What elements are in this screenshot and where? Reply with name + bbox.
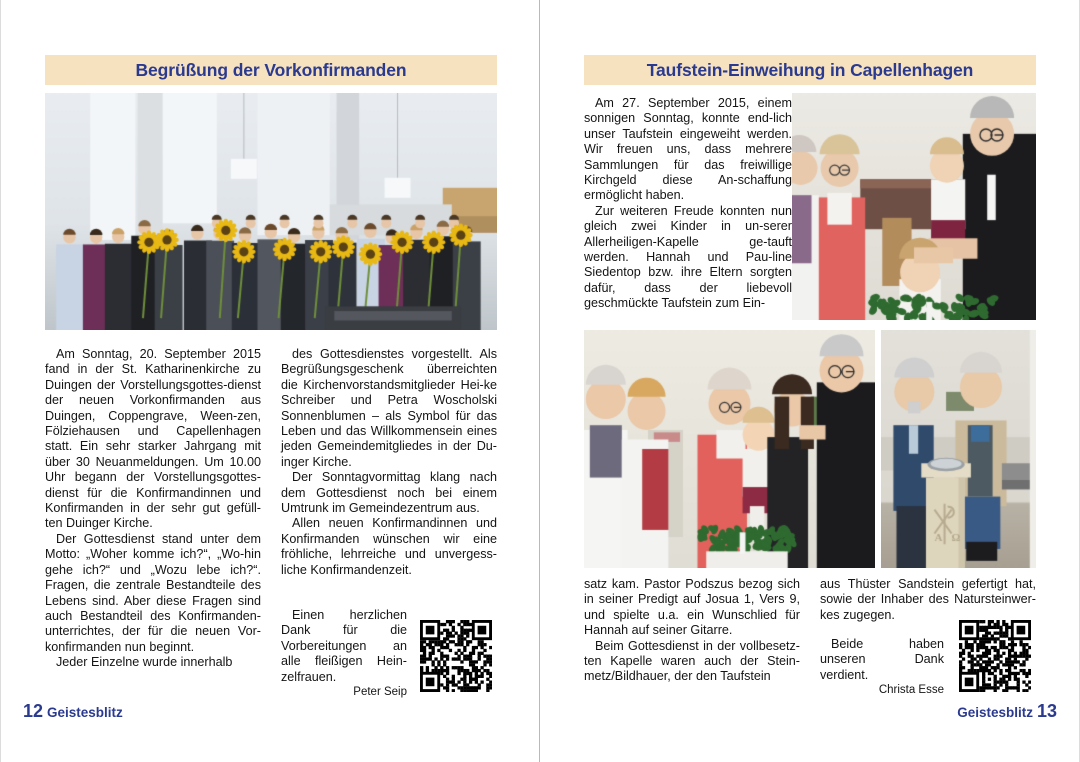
baptism-family-group-photo [584,330,875,568]
paragraph: Der Gottesdienst stand unter dem Motto: „Woher komme ich?“, „Wo-hin gehe ich?“ und „Wozu lebe ich?“. Fragen, die zentrale Bestandteile des Lebens sind. Aber diese Fragen sind auch Bestandteil des Konfirmanden-unterrichtes, der für die neuen Vor-konfirmanden nun beginnt. [45,531,261,654]
left-headline-text: Begrüßung der Vorkonfirmanden [135,59,407,80]
left-author: Peter Seip [353,686,407,699]
left-column-2 [281,347,497,578]
paragraph: des Gottesdienstes vorgestellt. Als Begrüßungsgeschenk überreichten die Kirchenvorstandsmitglieder Hei-ke Schreiber und Petra Woscholski Sonnenblumen – als Symbol für das Leben und das Willkommensein eines jeden Gemeindemitgliedes in der Du-inger Kirche. [281,347,497,469]
paragraph: Allen neuen Konfirmandinnen und Konfirmanden wünschen wir eine fröhliche, lehrreiche und unvergess-liche Konfirmandenzeit. [281,516,497,577]
paragraph: Einen herzlichen Dank für die Vorbereitungen an alle fleißigen Hein-zelfrauen. [281,608,407,684]
qr-code-right[interactable] [959,620,1031,692]
right-page-number: 13 [1036,701,1057,721]
right-headline-text: Taufstein-Einweihung in Capellenhagen [646,59,974,80]
right-column-2 [820,577,1036,623]
left-thanks-note [281,608,407,700]
paragraph: Jeder Einzelne wurde innerhalb [56,655,233,670]
two-men-beside-baptismal-font-photo [881,330,1036,568]
paragraph: Beim Gottesdienst in der vollbesetz-ten Kapelle waren auch der Stein-metz/Bildhauer, der den Taufstein [584,638,800,684]
paragraph: Der Sonntagvormittag klang nach dem Gottesdienst noch bei einem Umtrunk im Gemeindezentrum aus. [281,470,497,516]
left-page-footer [23,701,123,722]
left-headline-bar [45,55,497,85]
right-headline-bar [584,55,1036,85]
group-photo-confirmands-with-sunflowers [45,93,497,330]
paragraph: Beide haben unseren Dank verdient. [820,637,944,682]
right-thanks-note [820,637,944,699]
qr-code-left[interactable] [420,620,492,692]
page-right [540,0,1080,762]
right-footer-label: Geistesblitz [957,705,1033,720]
paragraph: Am 27. September 2015, einem sonnigen Sonntag, konnte end-lich unser Taufstein eingeweiht werden. Wir freuen uns, dass mehrere Sammlungen für das freiwillige Kirchgeld diese An-schaffung ermöglicht haben. [584,96,792,203]
paragraph: satz kam. Pastor Podszus bezog sich in seiner Predigt auf Josua 1, Vers 9, und spielte u.a. ein Wunschlied für Hannah auf seiner Gitarre. [584,577,800,638]
baptism-pastor-with-child-photo [792,93,1036,320]
paragraph: Am Sonntag, 20. September 2015 fand in der St. Katharinenkirche zu Duingen der Vorstellungsgottes-dienst der neuen Vorkonfirmanden aus Duingen, Coppengrave, Ween-zen, Fölziehausen und Capellenhagen statt. Ein sehr starker Jahrgang mit über 30 Neuanmeldungen. Um 10.00 Uhr begann der Vorstellungsgottes-dienst für die Konfirmandinnen und Konfirmanden in der sehr gut gefüll-ten Duinger Kirche. [45,347,261,531]
paragraph: Zur weiteren Freude konnten nun gleich zwei Kinder in un-serer Allerheiligen-Kapelle ge-tauft werden. Hannah und Pau-line Siedentop bzw. ihre Eltern sorgten dafür, dass der liebevoll geschmückte Taufstein zum Ein- [584,203,792,311]
right-intro-column [584,96,792,312]
left-page-number: 12 [23,701,44,721]
left-column-1 [45,347,261,671]
right-page-footer [957,701,1057,722]
paragraph: aus Thüster Sandstein gefertigt hat, sowie der Inhaber des Natursteinwer-kes zugegen. [820,577,1036,622]
right-author: Christa Esse [878,684,944,697]
right-column-1 [584,577,800,685]
left-footer-label: Geistesblitz [47,705,123,720]
